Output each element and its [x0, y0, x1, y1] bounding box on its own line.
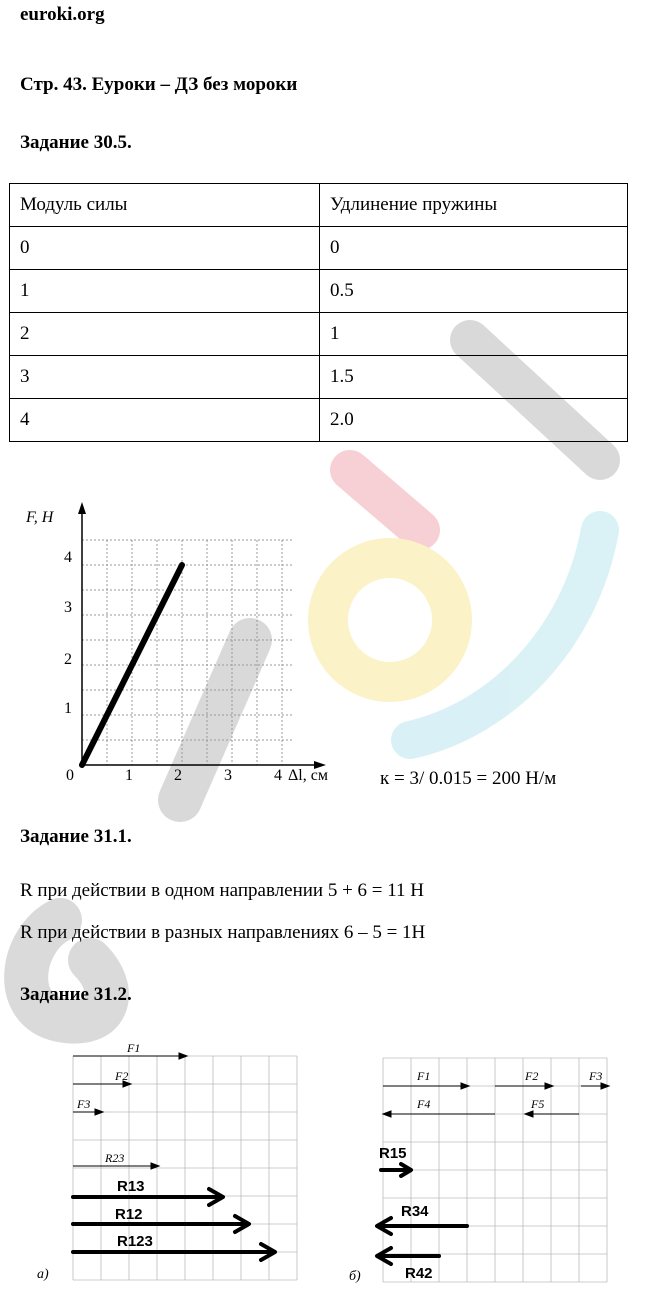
task-31-1-heading: Задание 31.1.	[20, 826, 132, 847]
figure-b-tag: б)	[349, 1269, 361, 1284]
table-cell: 1.5	[320, 356, 628, 399]
y-tick-label: 3	[64, 599, 72, 616]
x-axis-label: Δl, см	[288, 767, 328, 784]
x-tick-label: 1	[125, 767, 133, 784]
table-cell: 3	[10, 356, 320, 399]
result-label-r15: R15	[379, 1145, 407, 1162]
table-cell: 4	[10, 399, 320, 442]
x-tick-label: 0	[66, 767, 74, 784]
y-axis-label: F, Н	[26, 509, 54, 526]
table-cell: 0.5	[320, 270, 628, 313]
result-label-r123: R123	[117, 1233, 153, 1250]
graph-grid	[82, 540, 292, 765]
x-tick-label: 2	[174, 767, 182, 784]
table-cell: 2.0	[320, 399, 628, 442]
vector-label-f2: F2	[525, 1069, 539, 1083]
table-cell: 0	[10, 227, 320, 270]
resultant-opposite-direction: R при действии в разных направлениях 6 – 5 = 1Н	[20, 922, 426, 943]
table-cell: 1	[10, 270, 320, 313]
result-label-r13: R13	[117, 1178, 145, 1195]
table-header-cell: Модуль силы	[10, 184, 320, 227]
table-row	[10, 227, 628, 270]
site-name[interactable]: euroki.org	[20, 4, 105, 25]
vector-figure-b	[345, 1040, 620, 1295]
table-header-cell: Удлинение пружины	[320, 184, 628, 227]
spring-constant-formula: к = 3/ 0.015 = 200 Н/м	[380, 768, 557, 789]
task-30-5-heading: Задание 30.5.	[20, 132, 132, 153]
vector-label-f3: F3	[589, 1069, 603, 1083]
vector-label-r23: R23	[105, 1151, 125, 1165]
x-tick-label: 3	[224, 767, 232, 784]
y-tick-label: 2	[64, 651, 72, 668]
resultant-same-direction: R при действии в одном направлении 5 + 6 = 11 Н	[20, 880, 425, 901]
table-row	[10, 399, 628, 442]
table-cell: 2	[10, 313, 320, 356]
table-header-row	[10, 184, 628, 227]
table-cell: 1	[320, 313, 628, 356]
y-tick-label: 1	[64, 700, 72, 717]
table-row	[10, 270, 628, 313]
task-31-2-heading: Задание 31.2.	[20, 984, 132, 1005]
y-tick-label: 4	[64, 549, 72, 566]
result-label-r42: R42	[405, 1265, 433, 1282]
vector-label-f2: F2	[115, 1069, 129, 1083]
vector-label-f1: F1	[417, 1069, 431, 1083]
table-row	[10, 356, 628, 399]
vector-figure-a	[35, 1040, 295, 1295]
table-cell: 0	[320, 227, 628, 270]
vector-label-f4: F4	[417, 1097, 431, 1111]
result-label-r34: R34	[401, 1203, 429, 1220]
figure-a-tag: а)	[37, 1267, 49, 1282]
force-extension-table	[9, 183, 628, 442]
force-extension-graph	[20, 500, 350, 790]
figure-b-grid	[383, 1058, 607, 1282]
vector-label-f3: F3	[77, 1097, 91, 1111]
result-label-r12: R12	[115, 1206, 143, 1223]
vector-label-f1: F1	[127, 1041, 141, 1055]
table-row	[10, 313, 628, 356]
y-axis-arrow	[78, 502, 86, 514]
page-title: Стр. 43. Еуроки – ДЗ без мороки	[20, 74, 298, 95]
vector-label-f5: F5	[531, 1097, 545, 1111]
x-tick-label: 4	[274, 767, 282, 784]
